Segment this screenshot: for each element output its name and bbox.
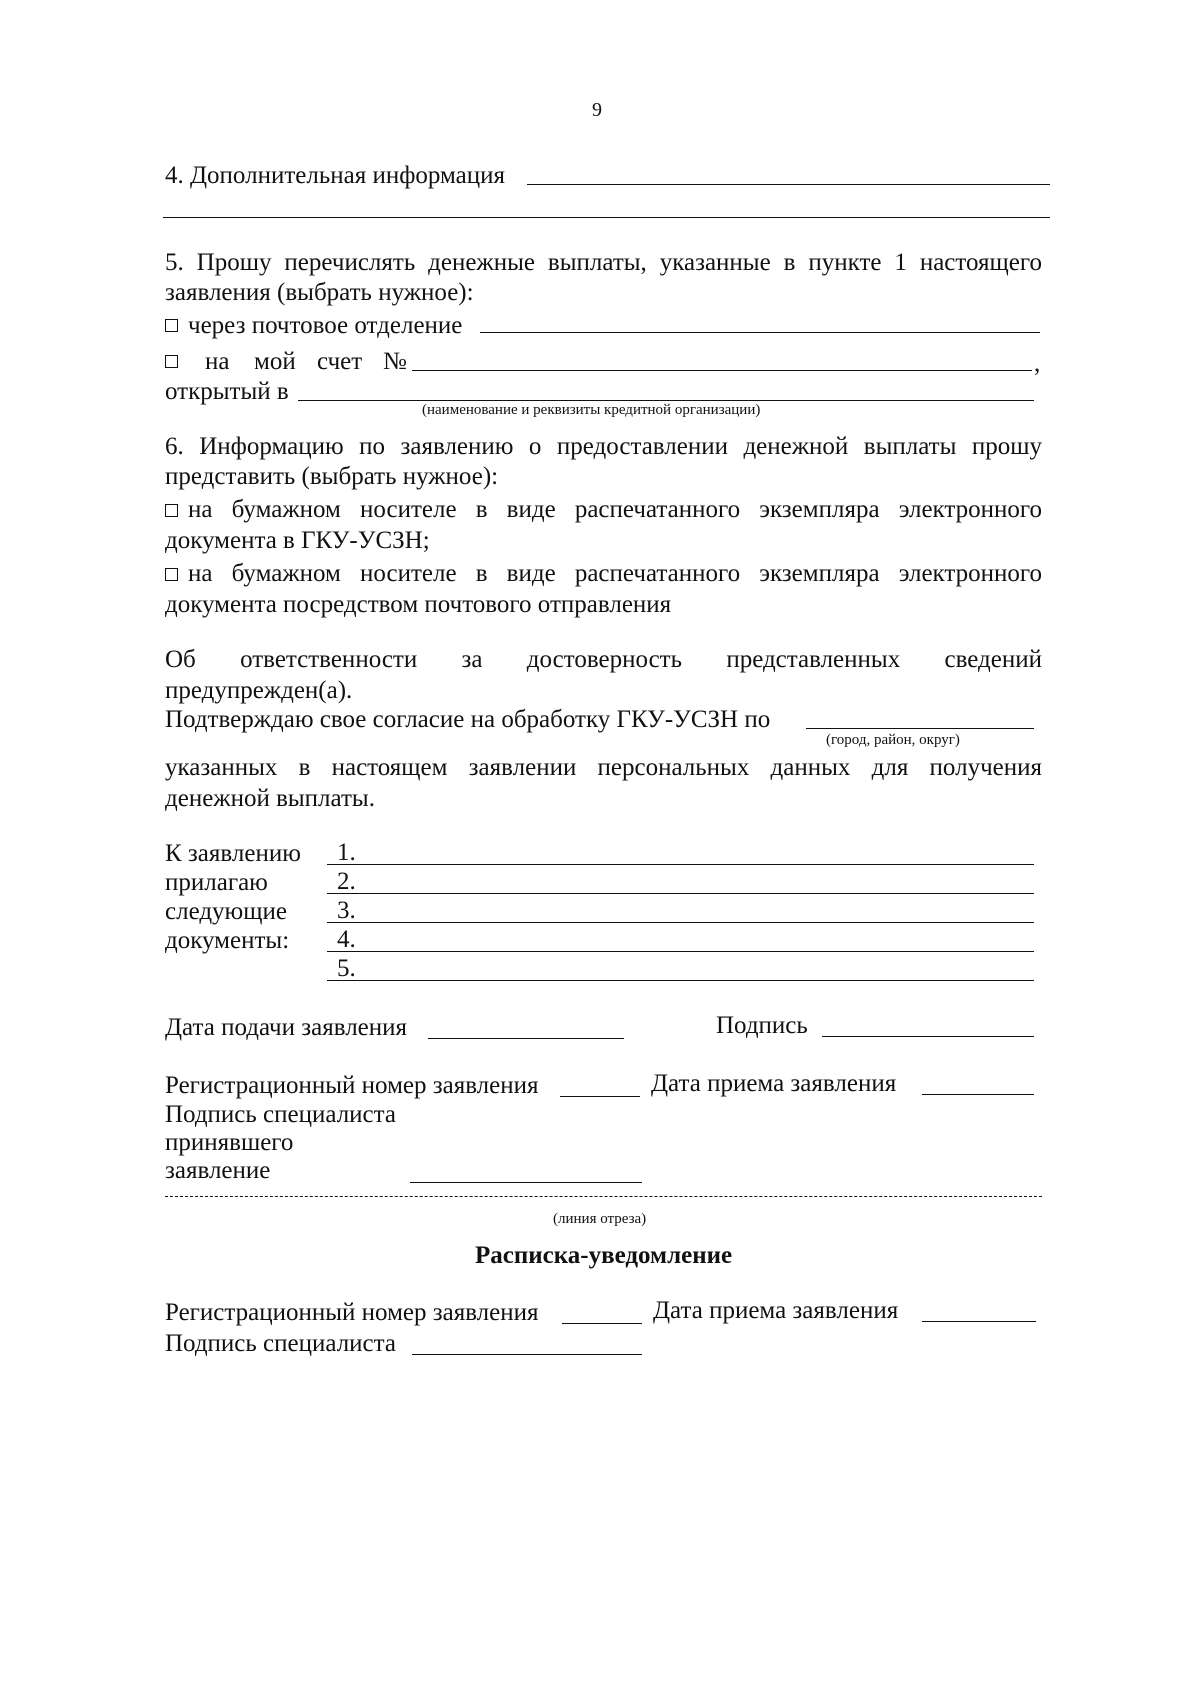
section6-line2: представить (выбрать нужное): [165, 463, 499, 490]
receipt-date-field[interactable] [922, 1094, 1034, 1095]
additional-info-field-line2[interactable] [163, 217, 1050, 218]
responsibility-line4: денежной выплаты. [165, 785, 375, 812]
responsibility-line1: Об ответственности за достоверность представленных сведений [165, 646, 1042, 673]
paper-office-checkbox[interactable] [165, 504, 178, 517]
consent-text: Подтверждаю свое согласие на обработку ГКУ-УСЗН по [165, 706, 771, 733]
attachment-number-5: 5. [337, 955, 356, 982]
receipt-title: Расписка-уведомление [475, 1242, 733, 1269]
receipt-reg-number-field[interactable] [562, 1323, 642, 1324]
reg-number-field[interactable] [560, 1096, 640, 1097]
signature-label: Подпись [716, 1012, 808, 1039]
receipt-reg-number-label: Регистрационный номер заявления [165, 1299, 539, 1326]
additional-info-field-line1[interactable] [527, 184, 1050, 185]
responsibility-line2: предупрежден(а). [165, 677, 353, 704]
submission-date-field[interactable] [428, 1038, 624, 1039]
section5-line1: 5. Прошу перечислять денежные выплаты, указанные в пункте 1 настоящего [165, 249, 1042, 276]
attachments-label-2: прилагаю [165, 869, 268, 896]
consent-hint: (город, район, округ) [826, 732, 960, 748]
paper-mail-option [165, 558, 1042, 590]
attachment-field-4[interactable] [327, 951, 1034, 952]
post-office-option [165, 310, 462, 342]
account-word-1: на [205, 348, 230, 375]
section5-line2: заявления (выбрать нужное): [165, 279, 474, 306]
account-word-4: № [383, 348, 407, 375]
attachment-number-2: 2. [337, 868, 356, 895]
signature-field[interactable] [822, 1036, 1034, 1037]
account-comma: , [1034, 350, 1041, 377]
specialist-label-3: заявление [165, 1157, 271, 1184]
attachments-label-1: К заявлению [165, 840, 301, 867]
account-word-2: мой [254, 348, 296, 375]
paper-mail-checkbox[interactable] [165, 568, 178, 581]
post-office-field[interactable] [480, 332, 1040, 333]
account-number-field[interactable] [412, 370, 1032, 371]
receipt-date-label: Дата приема заявления [651, 1070, 897, 1097]
receipt-date-field-2[interactable] [922, 1321, 1036, 1322]
paper-office-line2: документа в ГКУ-УСЗН; [165, 527, 430, 554]
post-office-label: через почтовое отделение [188, 312, 463, 339]
paper-office-line1: на бумажном носителе в виде распечатанного экземпляра электронного [188, 496, 1042, 523]
cut-line-label: (линия отреза) [553, 1211, 647, 1227]
cut-line [165, 1196, 1042, 1197]
section4-label: 4. Дополнительная информация [165, 162, 506, 189]
bank-hint: (наименование и реквизиты кредитной организации) [422, 402, 761, 418]
receipt-date-label-2: Дата приема заявления [653, 1297, 899, 1324]
reg-number-label: Регистрационный номер заявления [165, 1072, 539, 1099]
submission-date-label: Дата подачи заявления [165, 1014, 408, 1041]
account-word-3: счет [317, 348, 363, 375]
section6-line1: 6. Информацию по заявлению о предоставлении денежной выплаты прошу [165, 433, 1042, 460]
attachments-label-3: следующие [165, 898, 287, 925]
paper-mail-line1: на бумажном носителе в виде распечатанного экземпляра электронного [188, 560, 1042, 587]
attachments-label-4: документы: [165, 927, 290, 954]
post-office-checkbox[interactable] [165, 319, 178, 332]
specialist-label-2: принявшего [165, 1129, 294, 1156]
account-checkbox[interactable] [165, 355, 178, 368]
attachment-number-4: 4. [337, 926, 356, 953]
attachment-number-1: 1. [337, 839, 356, 866]
responsibility-line3: указанных в настоящем заявлении персональных данных для получения [165, 754, 1042, 781]
specialist-signature-field[interactable] [410, 1182, 642, 1183]
paper-mail-line2: документа посредством почтового отправления [165, 591, 672, 618]
attachment-number-3: 3. [337, 897, 356, 924]
attachment-field-1[interactable] [327, 864, 1034, 865]
attachment-field-5[interactable] [327, 980, 1034, 981]
receipt-specialist-label: Подпись специалиста [165, 1330, 396, 1357]
consent-region-field[interactable] [806, 728, 1034, 729]
account-option [165, 346, 188, 378]
opened-in-label: открытый в [165, 378, 289, 405]
receipt-specialist-field[interactable] [412, 1354, 642, 1355]
attachment-field-2[interactable] [327, 893, 1034, 894]
specialist-label-1: Подпись специалиста [165, 1101, 396, 1128]
paper-office-option [165, 494, 1042, 526]
page-number: 9 [592, 99, 602, 121]
attachment-field-3[interactable] [327, 922, 1034, 923]
